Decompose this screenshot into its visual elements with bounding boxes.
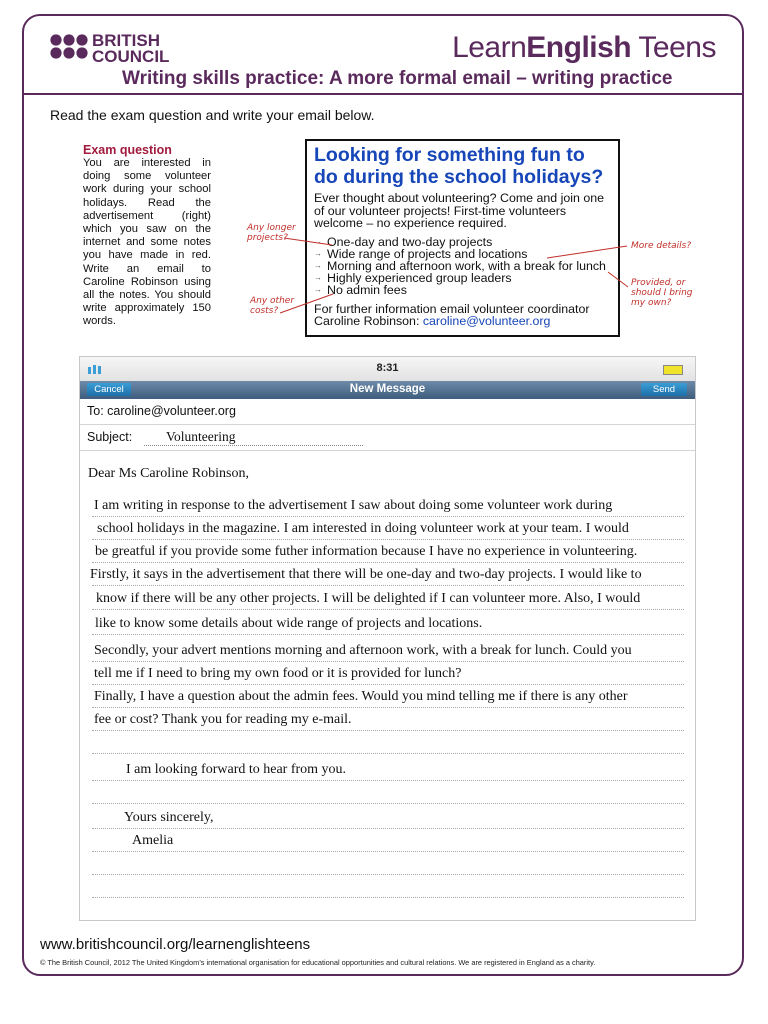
site-prefix: Learn <box>452 31 527 64</box>
email-line-text: tell me if I need to bring my own food or it is provided for lunch? <box>94 666 462 681</box>
site-suffix: Teens <box>631 31 716 64</box>
footer-copyright: © The British Council, 2012 The United Kingdom’s international organisation for educational opportunities and cultural relations. We are registered in England as a charity. <box>40 958 596 967</box>
advert-contact <box>314 315 611 328</box>
battery-icon <box>663 365 683 375</box>
email-line <box>92 663 684 685</box>
exam-question-title: Exam question <box>83 143 172 157</box>
email-line-text: Secondly, your advert mentions morning and afternoon work, with a break for lunch. Could you <box>94 643 632 658</box>
email-line <box>92 640 684 662</box>
note-longer-projects: Any longer projects? <box>247 223 296 243</box>
advert-contact-name: Caroline Robinson: <box>314 314 423 329</box>
email-line <box>92 709 684 731</box>
email-line-text: be greatful if you provide some futher information because I have no experience in volunteering. <box>95 544 638 559</box>
email-line-text: school holidays in the magazine. I am interested in doing volunteer work at your team. I would <box>97 521 629 536</box>
instruction-text: Read the exam question and write your email below. <box>50 107 375 123</box>
advert-intro: Ever thought about volunteering? Come and join one of our volunteer projects! First-time volunteers welcome – no experience required. <box>314 191 605 230</box>
compose-title-bar <box>80 381 695 399</box>
header-divider <box>22 93 744 95</box>
brand-name <box>92 33 169 65</box>
email-line <box>92 759 684 781</box>
email-line-text: Firstly, it says in the advertisement that there will be one-day and two-day projects. I would like to <box>90 567 642 582</box>
email-line <box>92 830 684 852</box>
footer-url[interactable]: www.britishcouncil.org/learnenglishteens <box>40 936 311 953</box>
email-line <box>92 495 684 517</box>
email-line-text: know if there will be any other projects. I will be delighted if I can volunteer more. Also, I would <box>96 591 641 606</box>
status-time: 8:31 <box>376 362 399 374</box>
email-line-text: like to know some details about wide range of projects and locations. <box>95 616 483 631</box>
email-line <box>92 541 684 563</box>
email-line <box>92 876 684 898</box>
to-field-content <box>87 404 236 418</box>
site-logo <box>452 31 716 65</box>
advert-footer-line: For further information email volunteer coordinator <box>314 301 590 316</box>
advert-item: → No admin fees <box>314 284 611 296</box>
page-title: Writing skills practice: A more formal email – writing practice <box>122 68 673 89</box>
note-other-costs: Any other costs? <box>250 296 295 316</box>
email-line <box>92 588 684 610</box>
email-greeting: Dear Ms Caroline Robinson, <box>88 466 249 481</box>
email-line <box>92 686 684 708</box>
to-label: To: <box>87 404 104 418</box>
email-line-text: I am looking forward to hear from you. <box>126 762 347 777</box>
brand-line-2: COUNCIL <box>92 47 170 66</box>
to-value: caroline@volunteer.org <box>107 404 236 418</box>
email-line <box>92 613 684 635</box>
subject-field[interactable] <box>80 425 695 451</box>
email-line-text: I am writing in response to the advertisement I saw about doing some volunteer work during <box>94 498 613 513</box>
note-more-details: More details? <box>631 241 692 251</box>
site-bold: English <box>526 31 632 64</box>
email-compose-screen <box>79 356 696 921</box>
email-line <box>92 564 684 586</box>
british-council-logo-icon <box>50 34 90 70</box>
advert-item: → Morning and afternoon work, with a break for lunch <box>314 260 611 272</box>
email-line-text: Yours sincerely, <box>124 810 214 825</box>
email-line-text: Finally, I have a question about the admin fees. Would you mind telling me if there is any other <box>94 689 628 704</box>
advert-list <box>314 236 611 297</box>
advert-email-link[interactable]: caroline@volunteer.org <box>422 314 551 329</box>
email-line-text: Amelia <box>132 833 174 848</box>
email-line <box>92 732 684 754</box>
advertisement-box <box>305 139 620 337</box>
note-provided: Provided, or should I bring my own? <box>631 278 693 308</box>
subject-label: Subject: <box>87 430 133 444</box>
status-bar <box>80 357 695 381</box>
email-line <box>92 853 684 875</box>
email-line <box>92 807 684 829</box>
compose-title: New Message <box>349 383 426 395</box>
email-line <box>92 518 684 540</box>
brand-line-1: BRITISH <box>92 31 160 50</box>
advert-footer <box>314 303 611 328</box>
subject-value: Volunteering <box>144 429 363 446</box>
email-line-text: fee or cost? Thank you for reading my e-mail. <box>94 712 352 727</box>
to-field[interactable] <box>80 399 695 425</box>
send-button[interactable]: Send <box>641 383 687 396</box>
email-line <box>92 782 684 804</box>
advert-item: → One-day and two-day projects <box>314 236 611 248</box>
advert-heading: Looking for something fun to do during the school holidays? <box>314 144 604 188</box>
cancel-button[interactable]: Cancel <box>87 383 131 396</box>
advert-item: → Highly experienced group leaders <box>314 272 611 284</box>
advert-item: → Wide range of projects and locations <box>314 248 611 260</box>
exam-question-body: You are interested in doing some volunteer work during your school holidays. Read the advertisement (right) which you saw on the internet and some notes you have made in red. Write an email to Caroline Robinson using all the notes. You should write approximately 150 words. <box>83 157 211 328</box>
